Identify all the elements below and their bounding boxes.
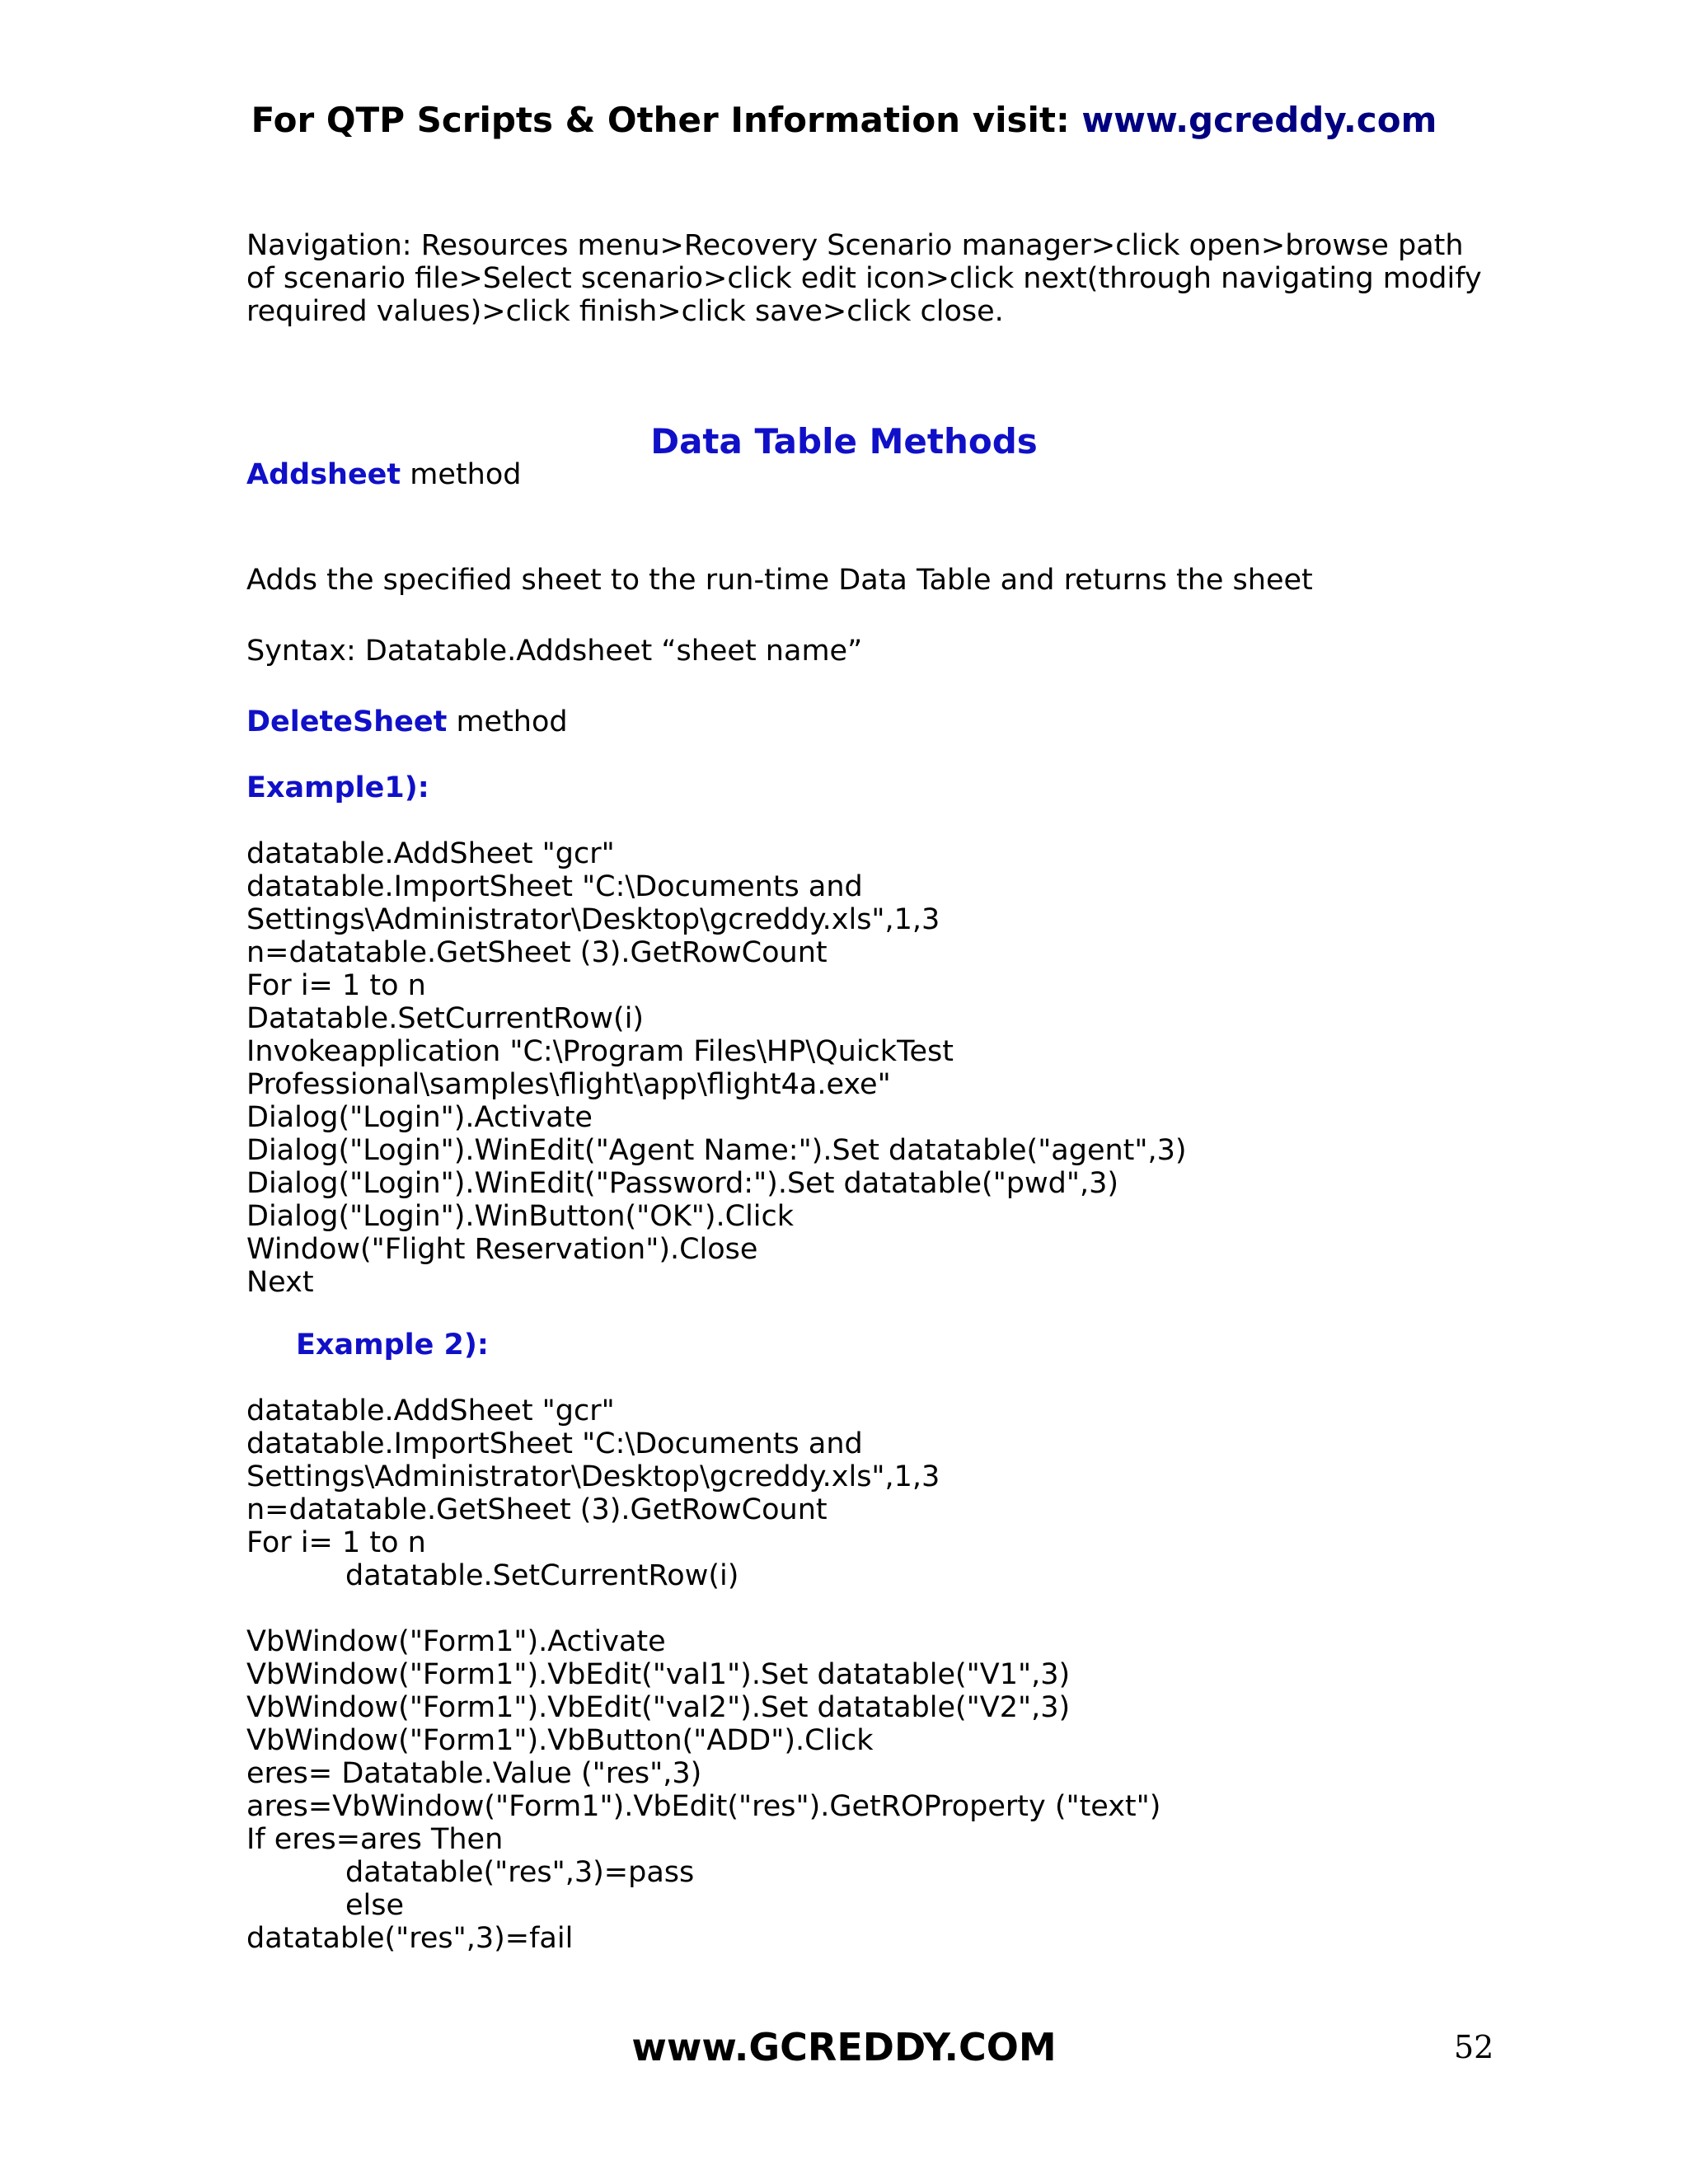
code-line: VbWindow("Form1").Activate — [246, 1625, 666, 1658]
code-line: Invokeapplication "C:\Program Files\HP\QuickTest — [246, 1035, 954, 1068]
code-line: n=datatable.GetSheet (3).GetRowCount — [246, 936, 828, 969]
code-line: else — [345, 1889, 405, 1922]
code-line: Next — [246, 1266, 314, 1299]
deletesheet-suffix: method — [447, 705, 568, 738]
deletesheet-keyword: DeleteSheet — [246, 705, 448, 738]
code-line: Window("Flight Reservation").Close — [246, 1233, 758, 1266]
code-line — [246, 1592, 1160, 1625]
addsheet-description: Adds the specified sheet to the run-time Data Table and returns the sheet — [246, 564, 1313, 597]
addsheet-syntax: Syntax: Datatable.Addsheet “sheet name” — [246, 635, 863, 668]
navigation-paragraph: Navigation: Resources menu>Recovery Scenario manager>click open>browse path of scenario file>Select scenario>click edit icon>click next(through navigating modify required values)>click finish>click save>click close. — [246, 229, 1482, 328]
example1-title: Example1): — [246, 771, 429, 804]
code-line: Settings\Administrator\Desktop\gcreddy.xls",1,3 — [246, 903, 940, 936]
code-line: Dialog("Login").WinButton("OK").Click — [246, 1200, 795, 1233]
code-line: VbWindow("Form1").VbButton("ADD").Click — [246, 1724, 874, 1757]
code-line: Professional\samples\flight\app\flight4a.exe" — [246, 1068, 891, 1101]
code-line: datatable("res",3)=fail — [246, 1922, 574, 1955]
code-line: datatable("res",3)=pass — [345, 1856, 695, 1889]
example2-title: Example 2): — [296, 1329, 489, 1361]
code-line: datatable.ImportSheet "C:\Documents and — [246, 870, 863, 903]
header-site-link[interactable]: www.gcreddy.com — [1081, 100, 1437, 140]
section-title: Data Table Methods — [650, 421, 1038, 462]
code-line: n=datatable.GetSheet (3).GetRowCount — [246, 1493, 828, 1526]
code-line: datatable.AddSheet "gcr" — [246, 837, 615, 870]
code-line: datatable.AddSheet "gcr" — [246, 1394, 615, 1427]
deletesheet-heading — [246, 705, 568, 738]
addsheet-suffix: method — [401, 458, 522, 491]
code-line: ares=VbWindow("Form1").VbEdit("res").GetROProperty ("text") — [246, 1790, 1161, 1823]
code-line: Dialog("Login").WinEdit("Password:").Set datatable("pwd",3) — [246, 1167, 1118, 1200]
example2-code — [246, 1394, 1160, 1955]
code-line: Dialog("Login").Activate — [246, 1101, 593, 1134]
code-line: datatable.ImportSheet "C:\Documents and — [246, 1427, 863, 1460]
code-line: For i= 1 to n — [246, 969, 426, 1002]
addsheet-keyword: Addsheet — [246, 458, 401, 491]
code-line: Settings\Administrator\Desktop\gcreddy.xls",1,3 — [246, 1460, 940, 1493]
header-prefix: For QTP Scripts & Other Information visit: — [251, 100, 1082, 140]
code-line: If eres=ares Then — [246, 1823, 504, 1856]
page-footer: www.GCREDDY.COM — [631, 2025, 1057, 2069]
page-header — [0, 97, 1688, 143]
code-line: VbWindow("Form1").VbEdit("val1").Set datatable("V1",3) — [246, 1658, 1071, 1691]
addsheet-heading — [246, 458, 521, 491]
code-line: datatable.SetCurrentRow(i) — [345, 1559, 739, 1592]
code-line: eres= Datatable.Value ("res",3) — [246, 1757, 702, 1790]
page-number: 52 — [1454, 2029, 1494, 2065]
code-line: VbWindow("Form1").VbEdit("val2").Set datatable("V2",3) — [246, 1691, 1071, 1724]
code-line: Dialog("Login").WinEdit("Agent Name:").Set datatable("agent",3) — [246, 1134, 1187, 1167]
code-line: Datatable.SetCurrentRow(i) — [246, 1002, 645, 1035]
code-line: For i= 1 to n — [246, 1526, 426, 1559]
example1-code — [246, 837, 1187, 1299]
